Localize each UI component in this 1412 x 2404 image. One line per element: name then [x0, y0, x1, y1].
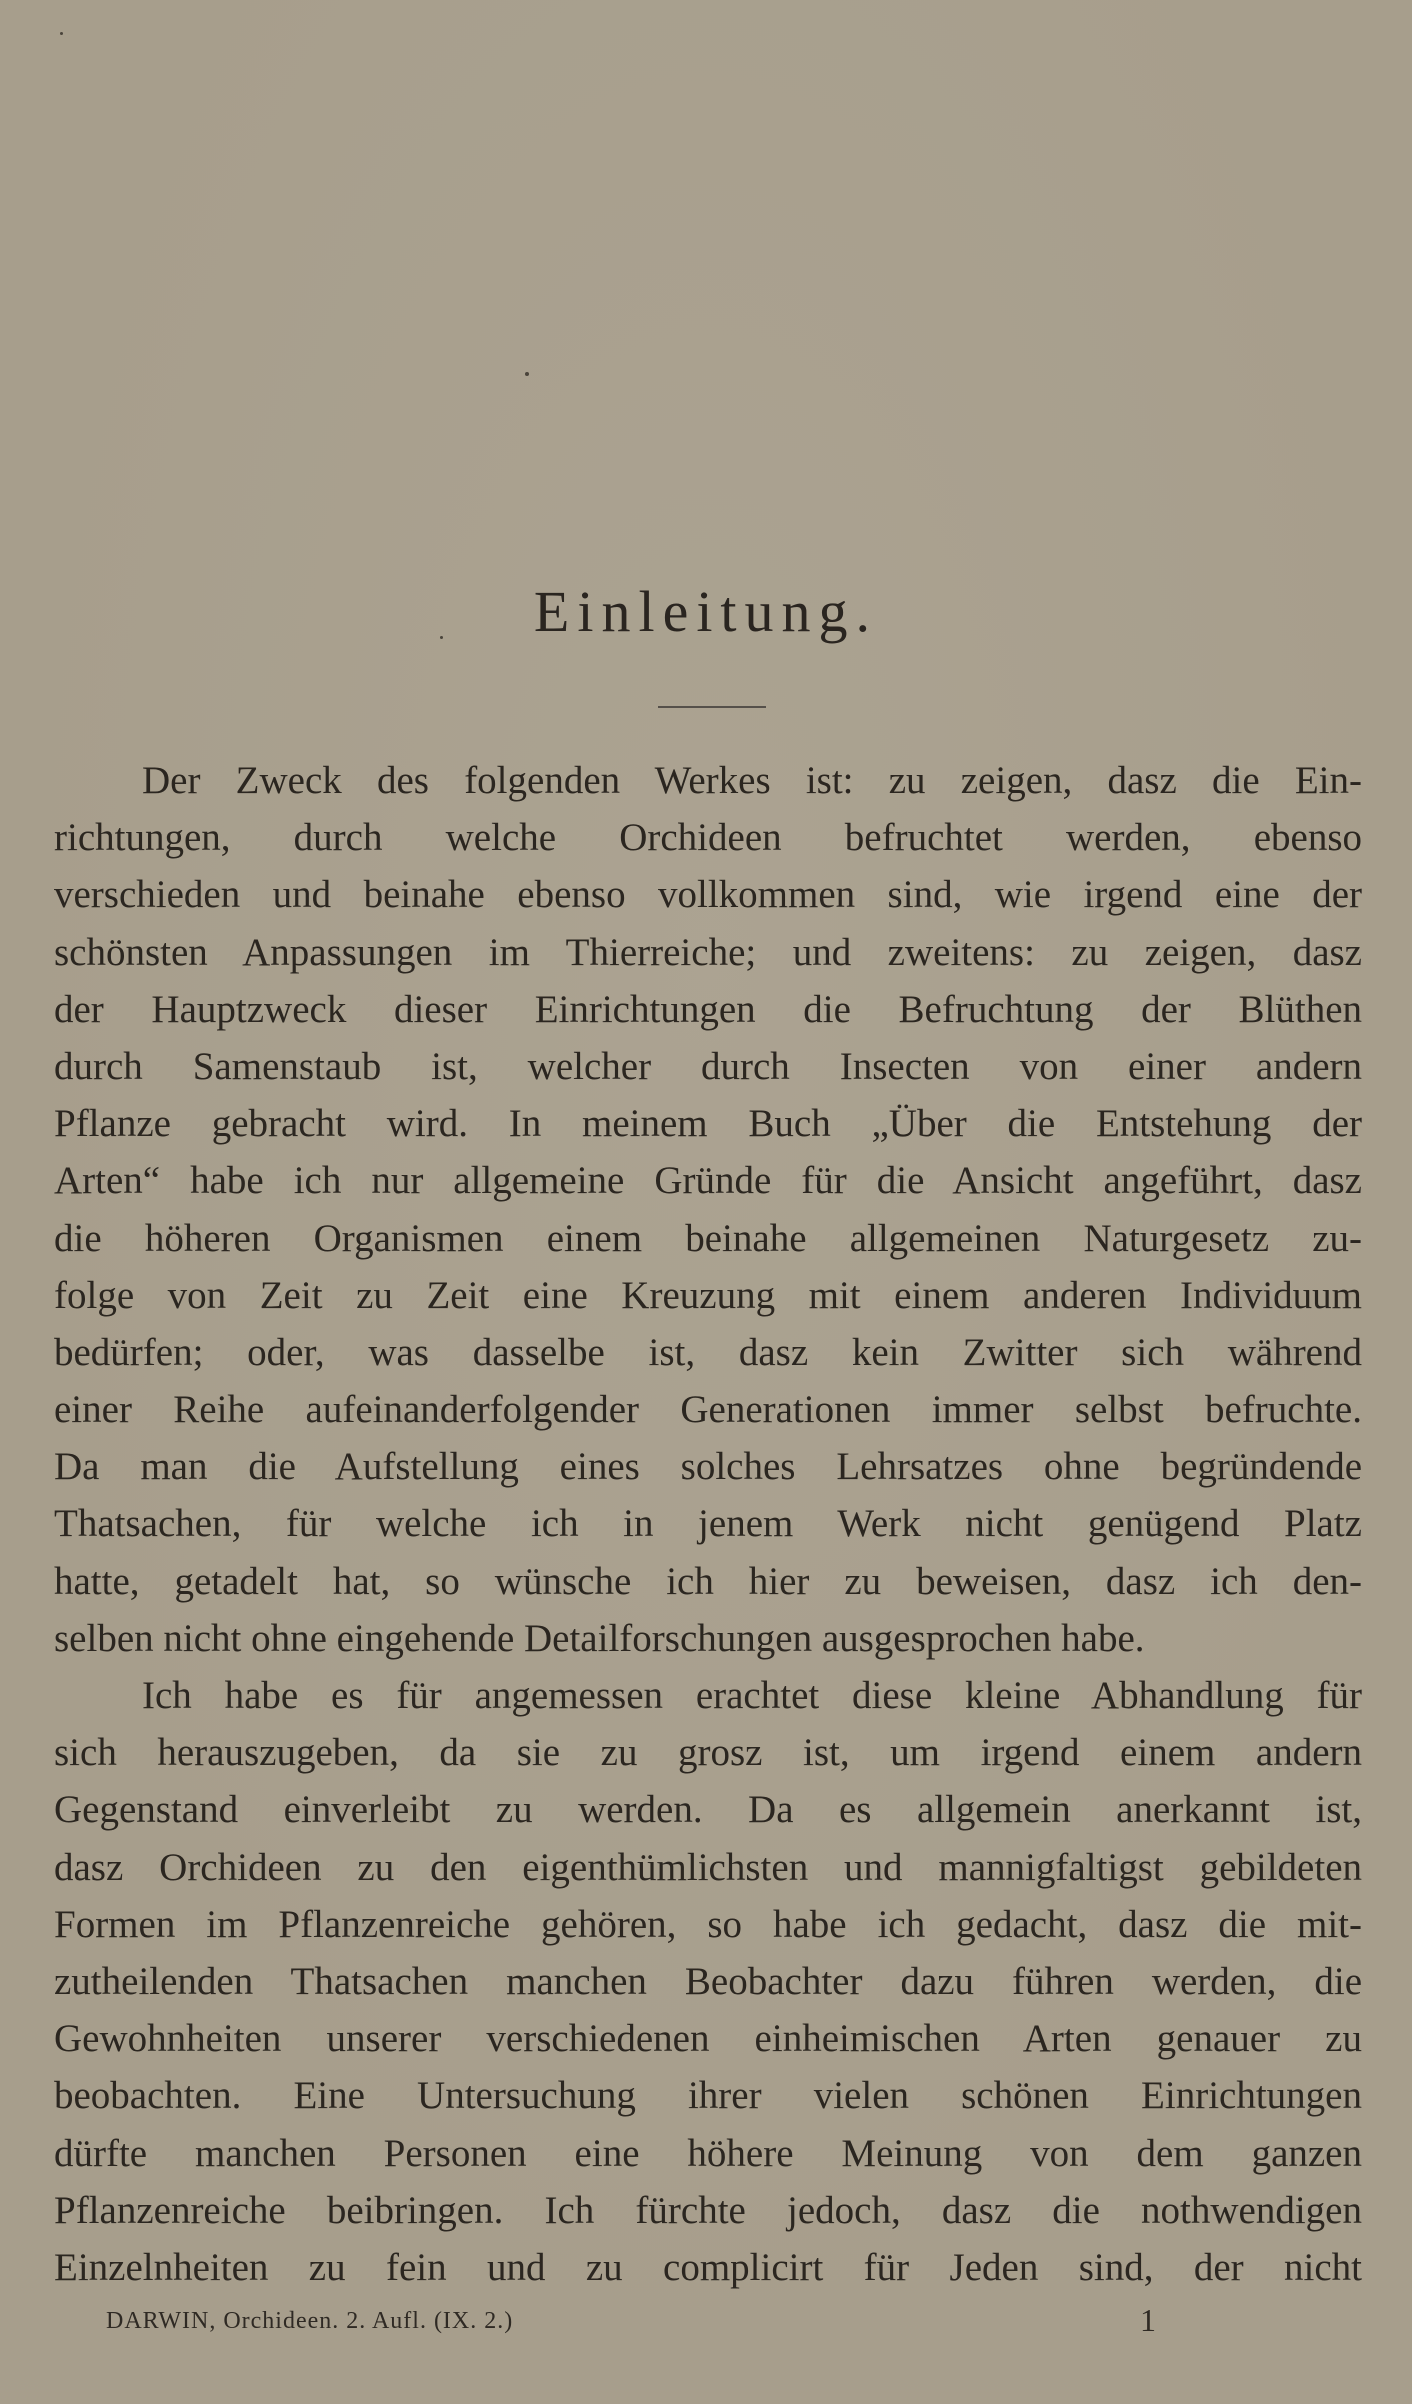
text-line: einer Reihe aufeinanderfolgender Generationen immer selbst befruchte. [54, 1388, 1362, 1432]
text-line: richtungen, durch welche Orchideen befruchtet werden, ebenso [54, 816, 1362, 860]
footer-signature: DARWIN, Orchideen. 2. Aufl. (IX. 2.) [106, 2308, 514, 2334]
body-text [54, 752, 1362, 2296]
text-line: sich herauszugeben, da sie zu grosz ist, um irgend einem andern [54, 1731, 1362, 1775]
text-line: Pflanzenreiche beibringen. Ich fürchte jedoch, dasz die nothwendigen [54, 2188, 1362, 2232]
page-number: 1 [1140, 2302, 1156, 2338]
text-line: dasz Orchideen zu den eigenthümlichsten und mannigfaltigst gebildeten [54, 1845, 1362, 1889]
text-line: Pflanze gebracht wird. In meinem Buch „Über die Entstehung der [54, 1102, 1362, 1146]
text-line: schönsten Anpassungen im Thierreiche; und zweitens: zu zeigen, dasz [54, 930, 1362, 974]
text-line: Ich habe es für angemessen erachtet diese kleine Abhandlung für [142, 1674, 1362, 1717]
text-line: Thatsachen, für welche ich in jenem Werk nicht genügend Platz [54, 1502, 1362, 1546]
text-line: durch Samenstaub ist, welcher durch Insecten von einer andern [54, 1044, 1362, 1088]
text-line: Der Zweck des folgenden Werkes ist: zu zeigen, dasz die Ein- [142, 759, 1362, 802]
text-line: beobachten. Eine Untersuchung ihrer vielen schönen Einrichtungen [54, 2074, 1362, 2118]
heading-divider [658, 706, 766, 708]
ink-speck [60, 32, 63, 35]
chapter-heading: Einleitung. [533, 579, 879, 644]
paragraph-2 [54, 1667, 1362, 2296]
text-line: verschieden und beinahe ebenso vollkommen sind, wie irgend eine der [54, 873, 1362, 917]
text-line: Arten“ habe ich nur allgemeine Gründe für die Ansicht angeführt, dasz [54, 1159, 1362, 1203]
text-line: folge von Zeit zu Zeit eine Kreuzung mit einem anderen Individuum [54, 1273, 1362, 1317]
text-line: Formen im Pflanzenreiche gehören, so habe ich gedacht, dasz die mit- [54, 1902, 1362, 1946]
text-line: Gewohnheiten unserer verschiedenen einheimischen Arten genauer zu [54, 2017, 1362, 2061]
text-line: Da man die Aufstellung eines solches Lehrsatzes ohne begründende [54, 1445, 1362, 1489]
text-line: bedürfen; oder, was dasselbe ist, dasz kein Zwitter sich während [54, 1330, 1362, 1374]
text-line: selben nicht ohne eingehende Detailforschungen ausgesprochen habe. [54, 1616, 1145, 1660]
paragraph-1 [54, 752, 1362, 1667]
text-line: dürfte manchen Personen eine höhere Meinung von dem ganzen [54, 2131, 1362, 2175]
text-line: zutheilenden Thatsachen manchen Beobachter dazu führen werden, die [54, 1959, 1362, 2003]
text-line: Einzelnheiten zu fein und zu complicirt für Jeden sind, der nicht [54, 2245, 1362, 2289]
ink-speck [525, 372, 529, 376]
text-line: die höheren Organismen einem beinahe allgemeinen Naturgesetz zu- [54, 1216, 1362, 1260]
text-line: der Hauptzweck dieser Einrichtungen die Befruchtung der Blüthen [54, 987, 1362, 1031]
text-line: hatte, getadelt hat, so wünsche ich hier zu beweisen, dasz ich den- [54, 1559, 1362, 1603]
text-line: Gegenstand einverleibt zu werden. Da es allgemein anerkannt ist, [54, 1788, 1362, 1832]
